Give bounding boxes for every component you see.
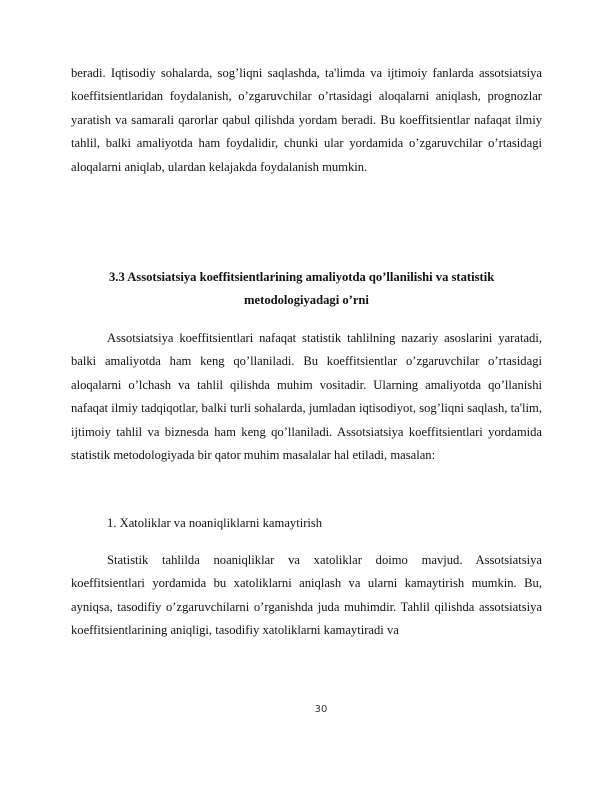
section-heading — [71, 266, 542, 313]
list-item-text: 1. Xatoliklar va noaniqliklarni kamaytirish — [107, 516, 323, 530]
paragraph-intro — [71, 327, 542, 467]
paragraph-continuation — [71, 62, 542, 179]
paragraph-text: Statistik tahlilda noaniqliklar va xatoliklar doimo mavjud. Assotsiatsiya koeffitsientlari yordamida bu xatoliklarni aniqlash va ularni kamaytirish mumkin. Bu, ayniqsa, tasodifiy o’zgaruvchilarni o’rganishda juda muhimdir. Tahlil qilishda assotsiatsiya koeffitsientlarining aniqligi, tasodifiy xatoliklarni kamaytiradi va — [71, 553, 542, 638]
section-heading-line-2: metodologiyadagi o’rni — [244, 293, 369, 308]
page-number: 30 — [314, 704, 328, 715]
section-heading-line-1: 3.3 Assotsiatsiya koeffitsientlarining amaliyotda qo’llanilishi va statistik — [109, 270, 495, 284]
paragraph-errors — [71, 549, 542, 643]
paragraph-text: beradi. Iqtisodiy sohalarda, sog’liqni saqlashda, ta'limda va ijtimoiy fanlarda assotsiatsiya koeffitsientlaridan foydalanish, o’zgaruvchilar o’rtasidagi aloqalarni aniqlash, prognozlar yaratish va samarali qarorlar qabul qilishda yordam beradi. Bu koeffitsientlar nafaqat ilmiy tahlil, balki amaliyotda ham foydalidir, chunki ular yordamida o’zgaruvchilar o’rtasidagi aloqalarni aniqlab, ulardan kelajakda foydalanish mumkin. — [71, 66, 542, 174]
list-item — [71, 512, 542, 535]
paragraph-text: Assotsiatsiya koeffitsientlari nafaqat statistik tahlilning nazariy asoslarini yaratadi, balki amaliyotda ham keng qo’llaniladi. Bu koeffitsientlar o’zgaruvchilar o’rtasidagi aloqalarni o’lchash va tahlil qilishda muhim vositadir. Ularning amaliyotda qo’llanishi nafaqat ilmiy tadqiqotlar, balki turli sohalarda, jumladan iqtisodiyot, sog’liqni saqlash, ta'lim, ijtimoiy tahlil va biznesda ham keng qo’llaniladi. Assotsiatsiya koeffitsientlari yordamida statistik metodologiyada bir qator muhim masalalar hal etiladi, masalan: — [71, 331, 542, 463]
